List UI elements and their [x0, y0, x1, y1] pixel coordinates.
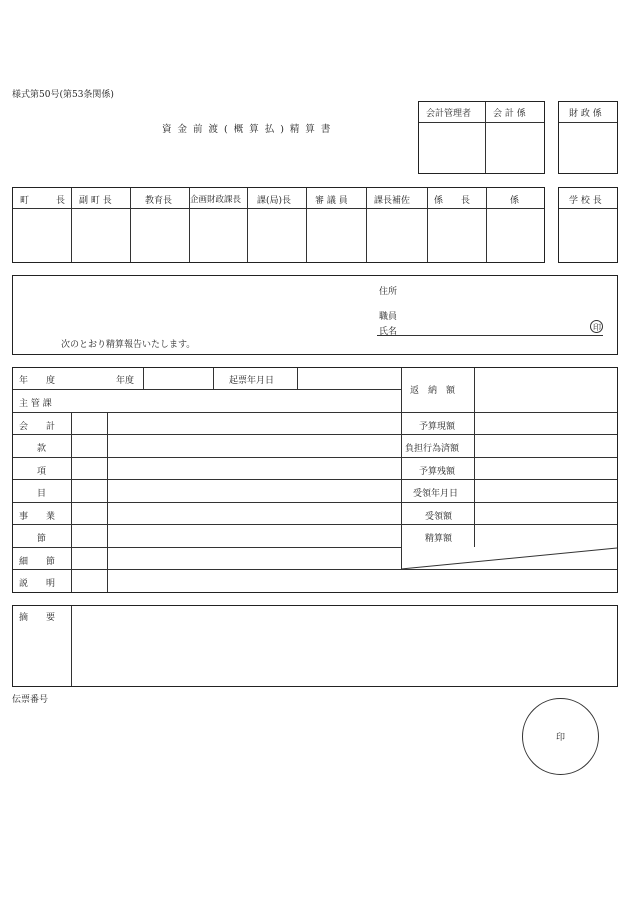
- row-kan-label: 款: [37, 444, 47, 454]
- seal-label: 印: [556, 733, 566, 743]
- row-account-label: 会 計: [19, 422, 56, 432]
- document-title: 資金前渡(概算払)精算書: [162, 124, 337, 135]
- settlement-amount-label: 精算額: [425, 534, 453, 544]
- dept-label: 主 管 課: [19, 399, 52, 409]
- row-kou-label: 項: [37, 467, 47, 477]
- voucher-number-label: 伝票番号: [12, 695, 49, 705]
- accounting-manager-label: 会計管理者: [426, 109, 472, 119]
- approval-header-subsection-chief: 係 長: [434, 196, 471, 206]
- school-approval-box: [558, 187, 618, 263]
- row-description-label: 説 明: [19, 579, 56, 589]
- year-suffix-label: 年度: [116, 376, 135, 386]
- approval-header-assistant: 課長補佐: [374, 196, 411, 206]
- approval-header-mayor: 町 長: [20, 196, 66, 206]
- form-number: 様式第50号(第53条関係): [12, 90, 114, 100]
- row-moku-label: 目: [37, 489, 47, 499]
- row-setsu-label: 節: [37, 534, 47, 544]
- address-label: 住所: [379, 287, 398, 297]
- received-amount-label: 受領額: [425, 512, 453, 522]
- top-approval-box: [418, 101, 545, 174]
- budget-remaining-label: 予算残額: [419, 467, 456, 477]
- accounting-clerk-label: 会 計 係: [493, 109, 526, 119]
- diagonal-strike: [401, 547, 617, 569]
- committed-amount-label: 負担行為済額: [405, 444, 460, 454]
- name-label: 氏名: [379, 327, 398, 337]
- approval-row: [12, 187, 545, 263]
- voucher-date-label: 起票年月日: [229, 376, 275, 386]
- approval-header-clerk: 係: [510, 196, 520, 206]
- row-subsetsu-label: 細 節: [19, 557, 56, 567]
- report-statement: 次のとおり精算報告いたします。: [61, 340, 196, 350]
- approval-header-section-chief: 課(局)長: [257, 196, 292, 206]
- seal-circle-icon: [522, 698, 599, 775]
- budget-current-label: 予算現額: [419, 422, 456, 432]
- finance-clerk-label: 財 政 係: [569, 109, 602, 119]
- approval-header-councilor: 審 議 員: [315, 196, 348, 206]
- approval-header-planning: 企画財政課長: [190, 195, 242, 205]
- school-principal-label: 学 校 長: [569, 196, 602, 206]
- applicant-box: [12, 275, 618, 355]
- row-project-label: 事 業: [19, 512, 56, 522]
- fiscal-year-label: 年 度: [19, 376, 56, 386]
- settlement-table: [12, 367, 618, 593]
- finance-approval-box: [558, 101, 618, 174]
- receipt-date-label: 受領年月日: [413, 489, 459, 499]
- approval-header-education: 教育長: [145, 196, 173, 206]
- seal-mark-icon: 印: [590, 320, 603, 333]
- approval-header-deputy-mayor: 副 町 長: [79, 196, 112, 206]
- position-label: 職員: [379, 312, 398, 322]
- summary-label: 摘 要: [19, 613, 56, 623]
- summary-box: [12, 605, 618, 687]
- refund-amount-label: 返 納 額: [410, 386, 456, 396]
